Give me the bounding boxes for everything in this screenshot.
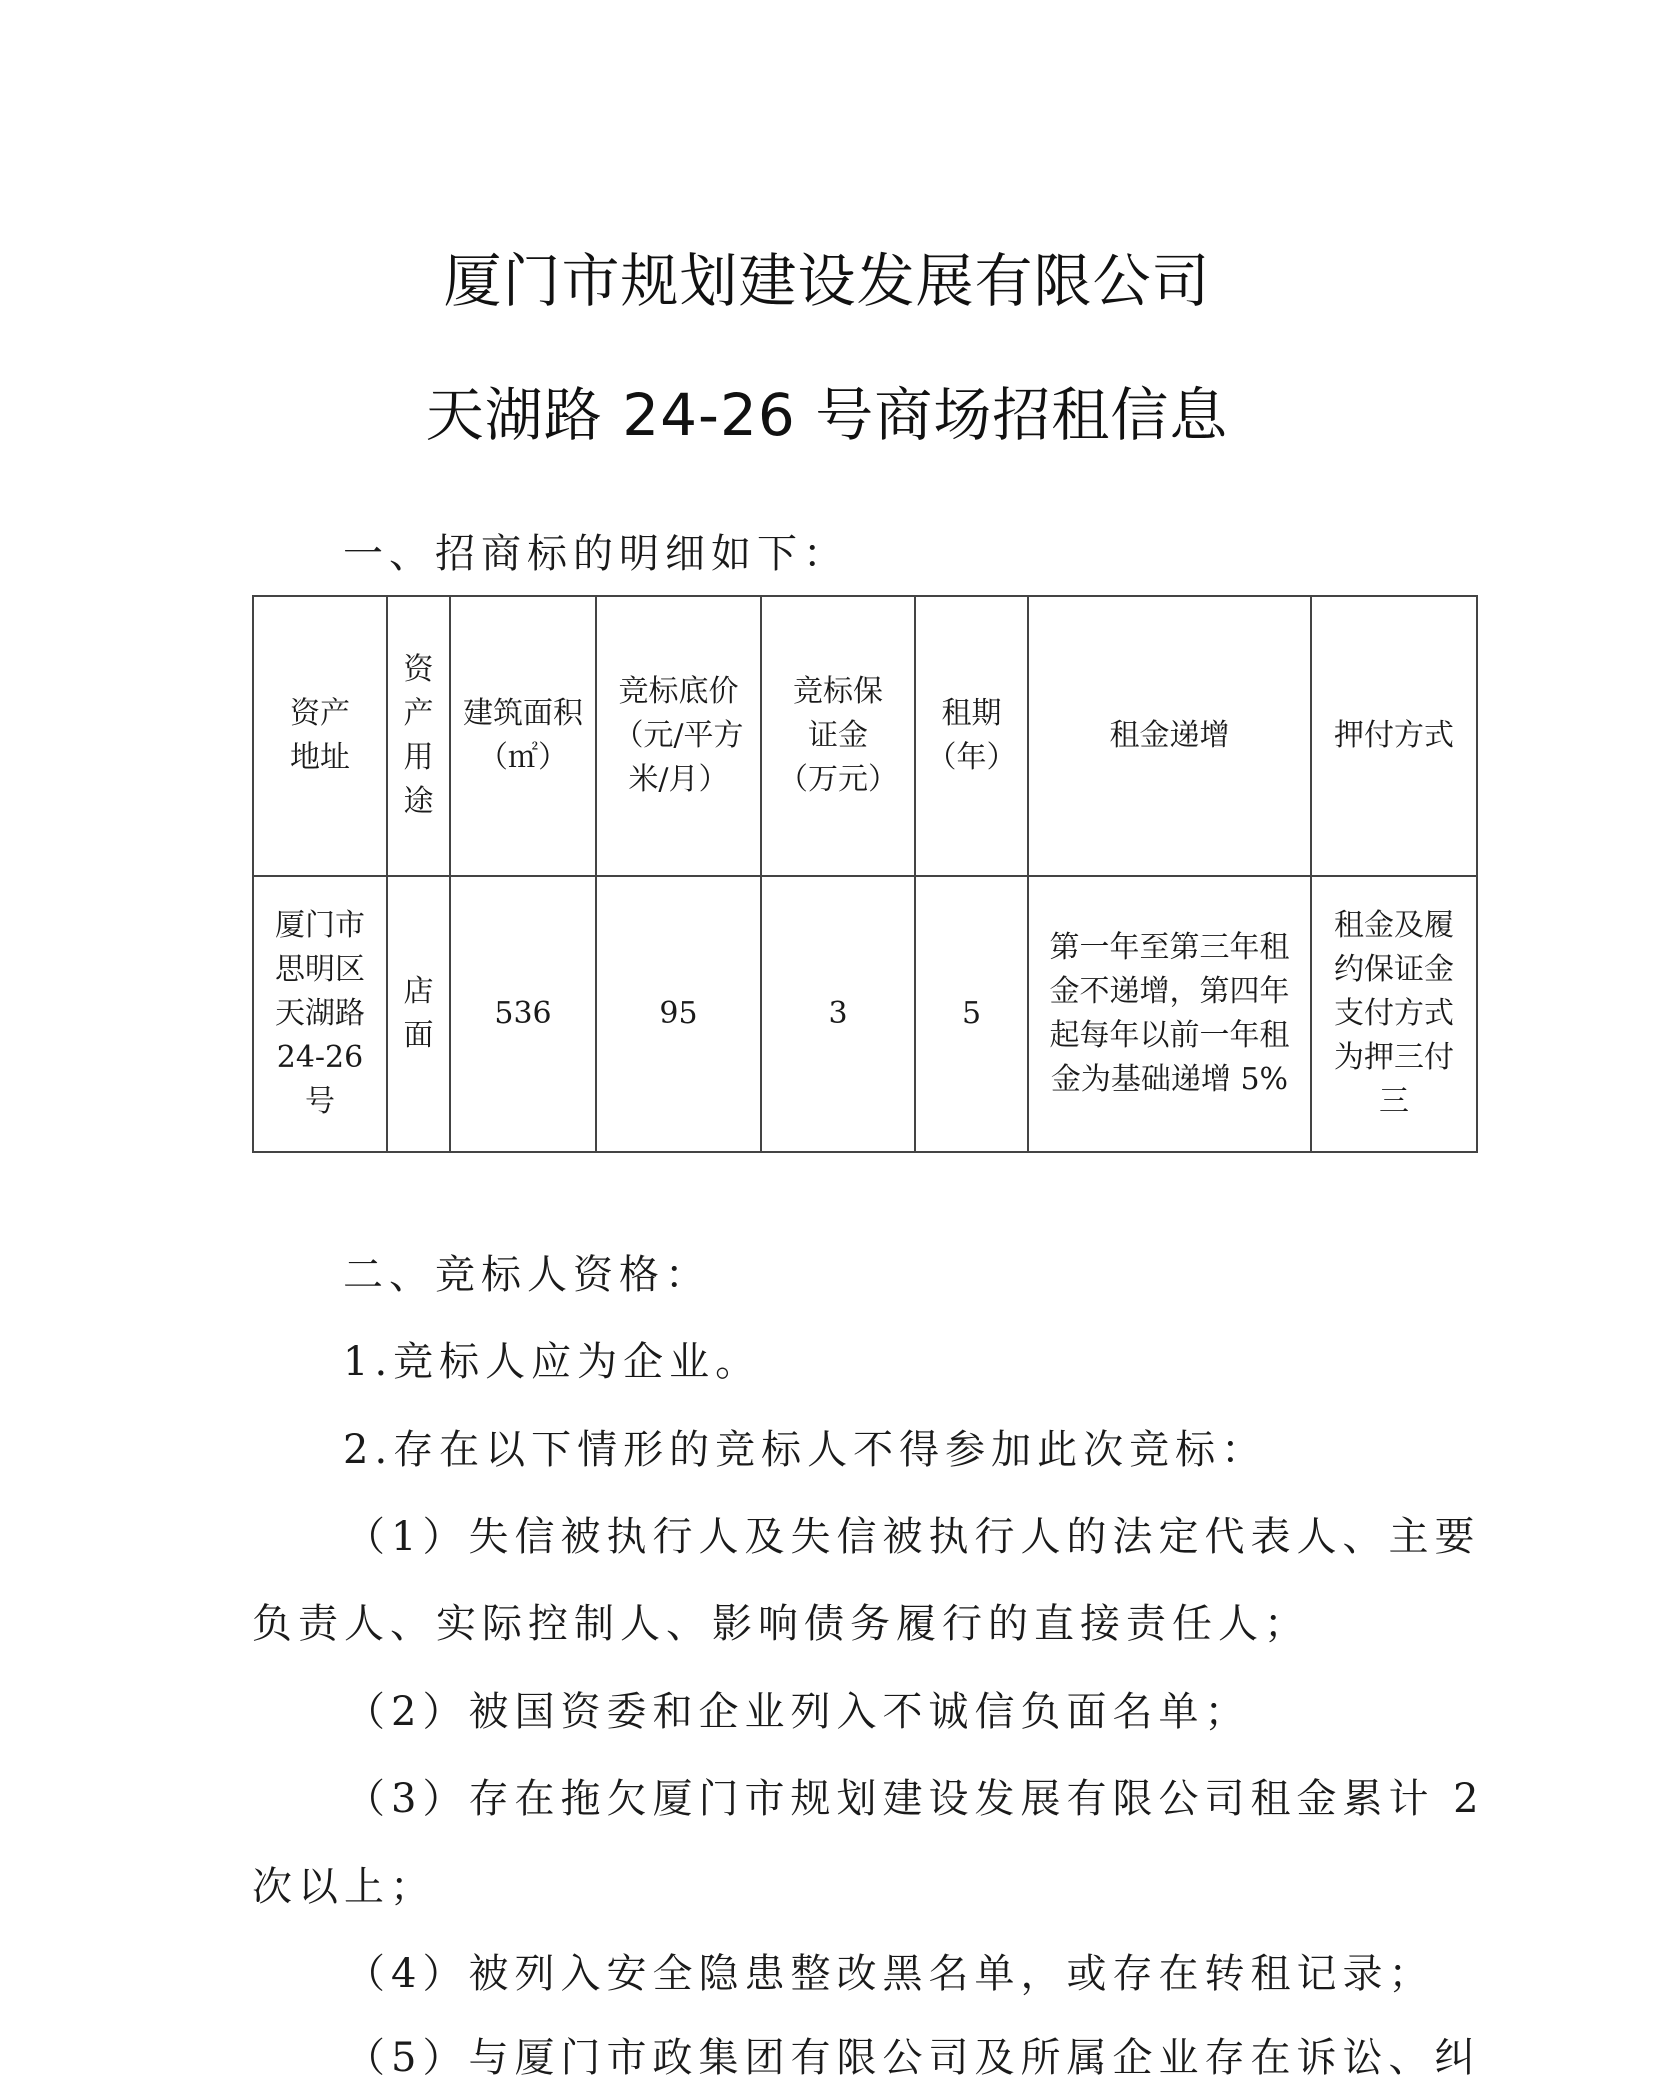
cell-text: 金为基础递增 5%	[1050, 1062, 1289, 1097]
cell-text: 24-26 号	[276, 1040, 364, 1119]
exclusion-4: （4）被列入安全隐患整改黑名单，或存在转租记录；	[345, 1951, 1435, 1997]
cell-text: 3	[828, 996, 848, 1031]
header-text: 资产	[290, 696, 350, 731]
exclusion-2: （2）被国资委和企业列入不诚信负面名单；	[345, 1689, 1251, 1735]
cell-text: 店	[403, 974, 434, 1009]
bid-details-table	[252, 595, 1478, 1153]
header-cell-reserve-price	[596, 596, 761, 876]
cell-text: 天湖路	[275, 996, 365, 1031]
header-text: 竞标底价	[618, 674, 739, 709]
header-text: 租期	[941, 696, 1002, 731]
header-text: 资	[403, 652, 434, 687]
exclusion-3-line1: （3）存在拖欠厦门市规划建设发展有限公司租金累计 2	[345, 1776, 1485, 1822]
header-text: 建筑面积	[463, 696, 583, 731]
header-cell-asset-address	[253, 596, 387, 876]
cell-asset-address	[253, 876, 387, 1152]
cell-text: 租金及履	[1334, 908, 1454, 943]
header-cell-floor-area	[450, 596, 596, 876]
header-text: （万元）	[778, 762, 898, 797]
cell-text: 536	[494, 996, 552, 1031]
cell-reserve-price	[596, 876, 761, 1152]
header-cell-asset-use	[387, 596, 450, 876]
cell-text: 约保证金	[1334, 952, 1454, 987]
header-cell-bid-deposit	[761, 596, 915, 876]
cell-text: 三	[1379, 1084, 1409, 1119]
header-cell-lease-term	[915, 596, 1028, 876]
cell-text: 起每年以前一年租	[1049, 1018, 1290, 1053]
header-text: 米/月）	[628, 762, 729, 797]
qualification-item-2: 2.存在以下情形的竞标人不得参加此次竞标：	[343, 1427, 1268, 1473]
cell-asset-use	[387, 876, 450, 1152]
header-text: 证金	[808, 718, 868, 753]
header-cell-rent-increase	[1028, 596, 1311, 876]
table-row	[253, 876, 1477, 1152]
header-text: 租金递增	[1109, 718, 1230, 753]
exclusion-3-line2: 次以上；	[252, 1864, 436, 1910]
cell-text: 面	[403, 1018, 434, 1053]
header-text: （㎡）	[478, 740, 568, 775]
cell-text: 金不递增，第四年	[1049, 974, 1290, 1009]
cell-rent-increase	[1028, 876, 1311, 1152]
header-text: 押付方式	[1334, 718, 1454, 753]
header-text: 途	[403, 784, 434, 819]
table-header-row	[253, 596, 1477, 876]
exclusion-1-line1: （1）失信被执行人及失信被执行人的法定代表人、主要	[345, 1514, 1481, 1560]
cell-text: 95	[659, 996, 698, 1031]
cell-floor-area	[450, 876, 596, 1152]
header-text: 产	[403, 696, 434, 731]
section2-heading: 二、竞标人资格：	[343, 1252, 711, 1298]
header-text: （年）	[926, 740, 1017, 775]
cell-text: 第一年至第三年租	[1049, 930, 1290, 965]
cell-payment-method	[1311, 876, 1477, 1152]
cell-text: 思明区	[275, 952, 365, 987]
header-text: 地址	[290, 740, 350, 775]
cell-bid-deposit	[761, 876, 915, 1152]
qualification-item-1: 1.竞标人应为企业。	[343, 1339, 762, 1385]
cell-lease-term	[915, 876, 1028, 1152]
document-title-line2: 天湖路 24-26 号商场招租信息	[425, 381, 1229, 449]
cell-text: 5	[961, 996, 982, 1031]
cell-text: 支付方式	[1334, 996, 1454, 1031]
header-cell-payment-method	[1311, 596, 1477, 876]
document-title-line1: 厦门市规划建设发展有限公司	[443, 247, 1211, 315]
cell-text: 为押三付	[1334, 1040, 1454, 1075]
header-text: 竞标保	[793, 674, 883, 709]
cell-text: 厦门市	[275, 908, 365, 943]
exclusion-1-line2: 负责人、实际控制人、影响债务履行的直接责任人；	[252, 1601, 1310, 1647]
header-text: （元/平方	[613, 718, 744, 753]
section1-heading: 一、招商标的明细如下：	[343, 531, 849, 577]
header-text: 用	[403, 740, 434, 775]
exclusion-5-line1: （5）与厦门市政集团有限公司及所属企业存在诉讼、纠	[345, 2035, 1481, 2081]
